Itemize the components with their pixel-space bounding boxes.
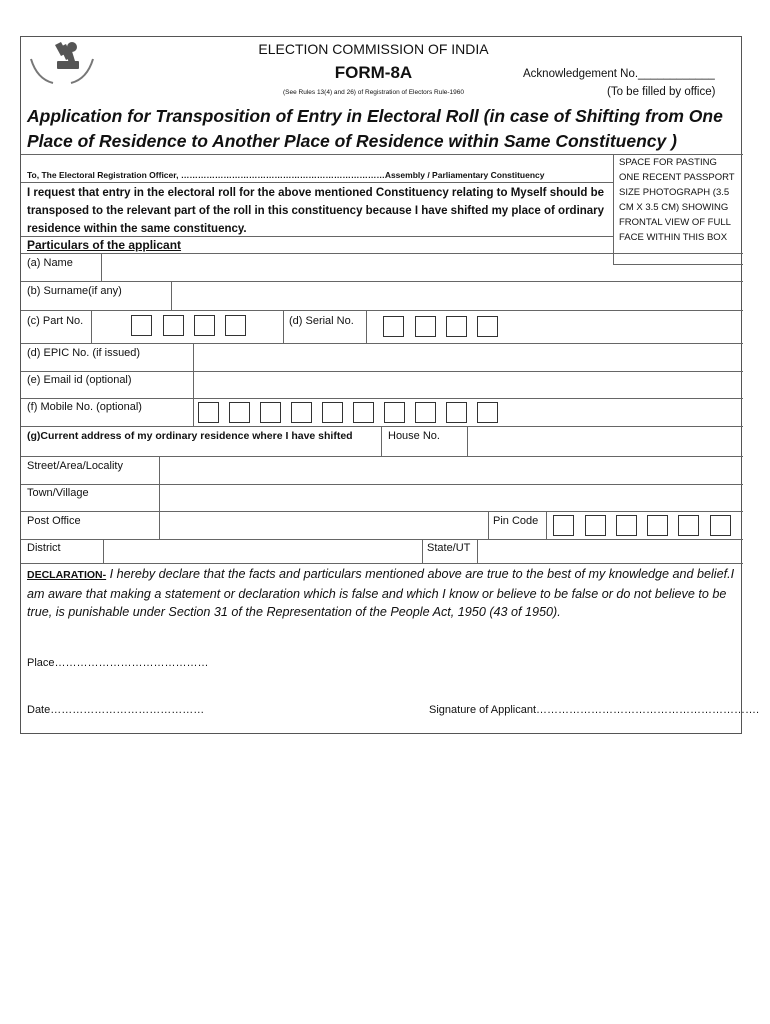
part-no-label: (c) Part No. (27, 315, 84, 327)
part-no-box[interactable] (163, 315, 184, 336)
form-title: Application for Transposition of Entry in Electoral Roll (in case of Shifting from One Place of Residence to Another Place of Residence within Same Constituency ) (27, 106, 723, 151)
form-number: FORM-8A (334, 63, 413, 82)
mobile-label: (f) Mobile No. (optional) (27, 401, 142, 413)
name-input[interactable] (102, 254, 742, 281)
pin-code-box[interactable] (678, 515, 699, 536)
pin-code-box[interactable] (585, 515, 606, 536)
part-no-box[interactable] (194, 315, 215, 336)
mobile-box[interactable] (229, 402, 250, 423)
pin-code-box[interactable] (553, 515, 574, 536)
town-input[interactable] (160, 485, 742, 511)
divider (21, 182, 613, 183)
town-label: Town/Village (27, 487, 89, 499)
address-label: (g)Current address of my ordinary residence where I have shifted (27, 430, 353, 442)
eci-logo (27, 39, 97, 89)
office-note: (To be filled by office) (607, 86, 716, 98)
serial-no-box[interactable] (415, 316, 436, 337)
state-label: State/UT (427, 542, 471, 554)
part-no-box[interactable] (225, 315, 246, 336)
pin-code-box[interactable] (647, 515, 668, 536)
serial-no-label: (d) Serial No. (289, 315, 354, 327)
district-input[interactable] (104, 540, 422, 563)
pin-code-box[interactable] (710, 515, 731, 536)
place-field[interactable]: Place…………………………………… (27, 657, 209, 669)
to-line: To, The Electoral Registration Officer, ………………………………………………………………Assembly / Parliamentary Constituency (27, 170, 545, 180)
particulars-heading: Particulars of the applicant (27, 238, 182, 252)
mobile-box[interactable] (446, 402, 467, 423)
serial-no-box[interactable] (446, 316, 467, 337)
email-input[interactable] (194, 372, 742, 398)
email-label: (e) Email id (optional) (27, 374, 132, 386)
surname-input[interactable] (172, 282, 742, 310)
declaration-label: DECLARATION- (27, 569, 107, 581)
org-name: ELECTION COMMISSION OF INDIA (258, 41, 489, 57)
form-8a (20, 36, 760, 734)
house-no-input[interactable] (468, 427, 742, 456)
street-label: Street/Area/Locality (27, 460, 123, 472)
mobile-box[interactable] (260, 402, 281, 423)
mobile-box[interactable] (384, 402, 405, 423)
divider (21, 236, 613, 237)
photo-box[interactable]: SPACE FOR PASTING ONE RECENT PASSPORT SIZE PHOTOGRAPH (3.5 CM X 3.5 CM) SHOWING FRONTAL VIEW OF FULL FACE WITHIN THIS BOX (619, 157, 735, 243)
epic-label: (d) EPIC No. (if issued) (27, 347, 141, 359)
signature-field[interactable]: Signature of Applicant……………………………………………………. (429, 704, 760, 716)
mobile-box[interactable] (415, 402, 436, 423)
surname-label: (b) Surname(if any) (27, 285, 122, 297)
rules-reference: (See Rules 13(4) and 26) of Registration of Electors Rule-1960 (282, 89, 464, 96)
pin-code-label: Pin Code (493, 515, 539, 527)
serial-no-box[interactable] (383, 316, 404, 337)
post-office-input[interactable] (160, 512, 488, 539)
date-field[interactable]: Date…………………………………… (27, 704, 205, 716)
declaration (27, 565, 739, 622)
epic-input[interactable] (194, 344, 742, 371)
mobile-box[interactable] (477, 402, 498, 423)
mobile-box[interactable] (198, 402, 219, 423)
mobile-box[interactable] (291, 402, 312, 423)
house-no-label: House No. (388, 430, 440, 442)
mobile-box[interactable] (322, 402, 343, 423)
serial-no-box[interactable] (477, 316, 498, 337)
acknowledgement-field[interactable]: Acknowledgement No.____________ (523, 68, 715, 80)
pin-code-box[interactable] (616, 515, 637, 536)
street-input[interactable] (160, 457, 742, 484)
name-label: (a) Name (27, 257, 73, 269)
part-no-box[interactable] (131, 315, 152, 336)
mobile-box[interactable] (353, 402, 374, 423)
state-input[interactable] (478, 540, 742, 563)
district-label: District (27, 542, 61, 554)
photo-divider (613, 154, 614, 264)
post-office-label: Post Office (27, 515, 81, 527)
declaration-text: I hereby declare that the facts and particulars mentioned above are true to the best of my knowledge and belief.I am aware that making a statement or declaration which is false and which I know or believe to be false or do not believe to be true, is punishable under Section 31 of the Representation of the People Act, 1950 (43 of 1950). (27, 567, 735, 619)
request-text: I request that entry in the electoral roll for the above mentioned Constituency relating to Myself should be transposed to the relevant part of the roll in this constituency because I have shifted my place of ordinary residence within the same constituency. (27, 187, 605, 235)
